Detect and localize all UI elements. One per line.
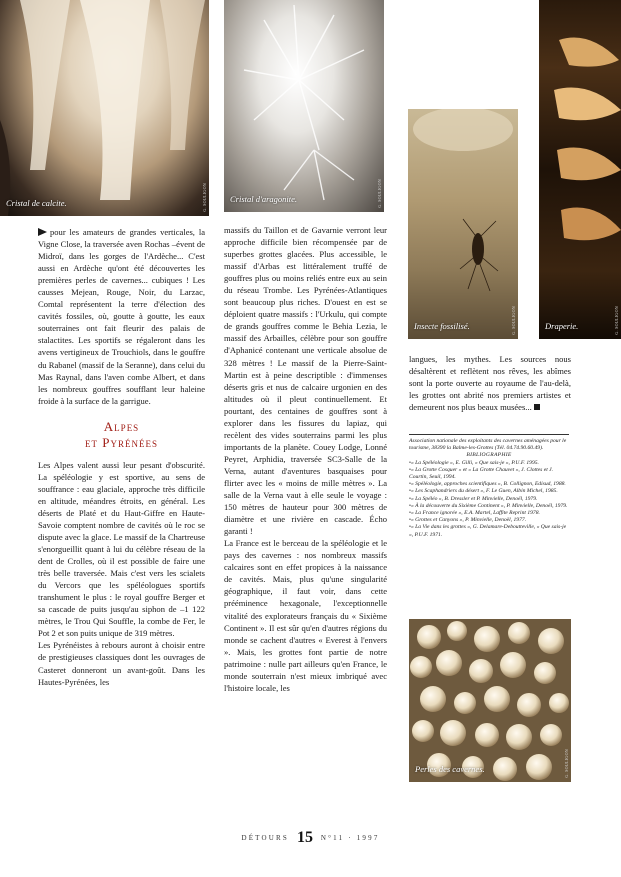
caption-insecte: Insecte fossilisé. — [414, 321, 470, 331]
page-footer — [0, 829, 621, 847]
photo-draperie — [539, 0, 621, 339]
bibliography-item: • « La Spéléo », B. Dressler et P. Minvielle, Denoël, 1979. — [409, 496, 569, 503]
section-heading-line-2: et Pyrénées — [85, 434, 158, 450]
photo-insecte-fossilise — [408, 109, 518, 339]
paragraph-text: pour les amateurs de grandes verticales, la Vigne Close, la traversée aven Rochas –évent de Midroï, dans les gorges de l'Ardèche... C'est aussi en Ardèche qu'ont été découvertes les premières perles de cavernes... cubiques ! Les causses Mejean, Rouge, Noir, du Larzac, Comtal représentent la terre d'élection des cavités fossiles, où, goutte à goutte, les eaux souterraines ont fait fleurir des palais de stalactites. Les sportifs se régaleront dans les avens vertigineux de Trouchiols, dans le gouffre du Rabanel (massif de la Seranne), dans celui du Mas Raynal, dans l'aven combe Albert, et dans les nombreux gouffres soufflant leur haleine froide à la surface de la garrigue. — [38, 227, 205, 406]
text-column-2 — [224, 224, 387, 694]
paragraph: Les Pyrénéistes à rebours auront à choisir entre de prestigieuses classiques dont les ouvrages de Casteret donneront un avant-goût. Dans les Hautes-Pyrénées, les — [38, 640, 205, 687]
bibliography-item: • « La Spéléologie », E. Gilli, « Que sais-je », P.U.F. 1995. — [409, 460, 569, 467]
section-heading-line-1: Alpes — [103, 418, 140, 434]
paragraph — [38, 226, 205, 407]
calcite-stalactites-graphic — [0, 0, 209, 216]
photo-credit-perles: G. SOULIGON — [564, 749, 569, 778]
photo-credit-insecte: G. SOULIGON — [511, 306, 516, 335]
bibliography-list — [409, 460, 569, 539]
photo-credit-draperie: G. SOULIGON — [614, 306, 619, 335]
end-of-article-square-icon — [534, 404, 540, 410]
photo-cristal-calcite — [0, 0, 209, 216]
text-column-1 — [38, 226, 205, 688]
bibliography-item: • « Les Scaphandriers du désert », F. Le Guen, Albin Michel, 1985. — [409, 488, 569, 495]
aragonite-needles-graphic — [224, 0, 384, 212]
bibliography-item: • « La Vie dans les grottes », G. Delamare-Deboutteville, « Que sais-je », P.U.F. 1971. — [409, 524, 569, 538]
info-box — [409, 434, 569, 539]
section-heading-alpes-pyrenees — [38, 419, 205, 451]
bibliography-item: • « Spéléologie, approches scientifiques », B. Collignon, Edisud, 1988. — [409, 481, 569, 488]
issue-info: N°11 · 1997 — [320, 834, 380, 842]
insect-in-amber-graphic — [408, 109, 518, 339]
paragraph: massifs du Taillon et de Gavarnie verront leur approche difficile bien récompensée par de superbes grottes glacées. Plus accessible, le massif d'Arbas est littéralement truffé de gouffres plus ou moins reliés entre eux au sein du réseau Trombe. Les Pyrénées-Atlantiques sont beaucoup plus riches. D'ouest en est se déploient quatre massifs : l'Urkulu, qui compte de grands gouffres comme le Behia Lezia, le massif des Arbailles, célèbre pour son gouffre d'Aphanicé contenant une verticale absolue de 328 mètres ! Le massif de la Pierre-Saint-Martin est à peine descriptible : d'immenses déserts gris et nus de calcaire urgonien en des altitudes où il pleut continuellement. Et pourtant, des centaines de gouffres sont à explorer dans les fissures du lapiaz, qui recèlent des vides souterrains parmi les plus importants de la planète. Couey Lodge, Lonné Peyret, Arphidia, traversée SC3-Salle de la Verna, autant d'aventures basquaises pour flirter avec les « moins de mille mètres ». La salle de la Verna vaut à elle seule le voyage : 150 mètres de hauteur pour 300 mètres de diamètre et une rivière en cascade. Écho garanti ! — [224, 225, 387, 537]
bibliography-item: • « La Grotte Cosquer » et « La Grotte Chauvet », J. Clottes et J. Courtin, Seuil, 1994. — [409, 467, 569, 481]
photo-perles-des-cavernes — [409, 619, 571, 782]
photo-cristal-aragonite — [224, 0, 384, 212]
bibliography-item: • « À la découverte du Sixième Continent », P. Minvielle, Denoël, 1979. — [409, 503, 569, 510]
paragraph: Les Alpes valent aussi leur pesant d'obscurité. La spéléologie y est sportive, au sens de souffrance : eau glaciale, approche très difficile en altitude, méandres étroits, en général. Les déserts de Platé et du Haut-Giffre en Haute-Savoie comptent nombre de cavités où le roc se dispute avec la glace. Le massif de la Chartreuse s'enorgueillit quant à lui du célèbre réseau de la dent de Crolles, où il est possible de faire une très belle traversée. Mais c'est vers les scialets du Vercors que les spéléologues sportifs transhument le plus : le royal gouffre Berger et sa cascade de puits jusqu'au siphon de –1 122 mètres, le Trou Qui Souffle, la combe de Fer, le Pot 2 et son puits unique de 319 mètres. — [38, 459, 205, 639]
cave-pearls-graphic — [409, 619, 571, 782]
caption-calcite: Cristal de calcite. — [6, 198, 67, 208]
photo-credit-aragonite: G. SOULIGON — [377, 179, 382, 208]
bibliography-heading: BIBLIOGRAPHIE — [466, 452, 512, 459]
paragraph — [409, 353, 571, 413]
page-number: 15 — [296, 829, 313, 846]
caption-aragonite: Cristal d'aragonite. — [230, 194, 297, 204]
bibliography-item: • « Grottes et Canyons », P. Minvielle, Denoël, 1977. — [409, 517, 569, 524]
paragraph: La France est le berceau de la spéléologie et le pays des cavernes : nos nombreux massifs calcaires sont en effet propices à la naissance de cavités. Mais, plus qu'une singularité géographique, il faut voir, dans cette prééminence hexagonale, l'exceptionnelle vitalité des explorateurs français du « Sixième Continent ». Il est sûr qu'en d'autres régions du monde se cachent d'autres « Everest à l'envers ». Mais, les grottes font partie de notre patrimoine : nulle part ailleurs qu'en France, le monde souterrain n'est mieux imbriqué avec l'histoire locale, les — [224, 538, 387, 693]
bibliography-item: • « La France ignorée », E.A. Martel, Laffite Reprint 1978. — [409, 510, 569, 517]
paragraph-start-arrow-icon — [38, 228, 47, 236]
draperie-folds-graphic — [539, 0, 621, 339]
photo-credit-calcite: G. SOULIGON — [202, 183, 207, 212]
association-info: Association nationale des exploitants des cavernes aménagées pour le tourisme, 38390 la Balme-les-Grottes (Tél. 04.74.90.60.49). — [409, 438, 567, 452]
paragraph-text: langues, les mythes. Les sources nous désaltèrent et reflètent nos rêves, les abîmes sont la porte ouverte au royaume de l'au-delà, les grottes ont abrité nos premiers artistes et demeurent nos plus beaux musées... — [409, 354, 571, 413]
text-column-3 — [409, 353, 571, 413]
magazine-name: DÉTOURS — [241, 834, 289, 842]
caption-draperie: Draperie. — [545, 321, 579, 331]
caption-perles: Perles des cavernes. — [415, 764, 485, 774]
